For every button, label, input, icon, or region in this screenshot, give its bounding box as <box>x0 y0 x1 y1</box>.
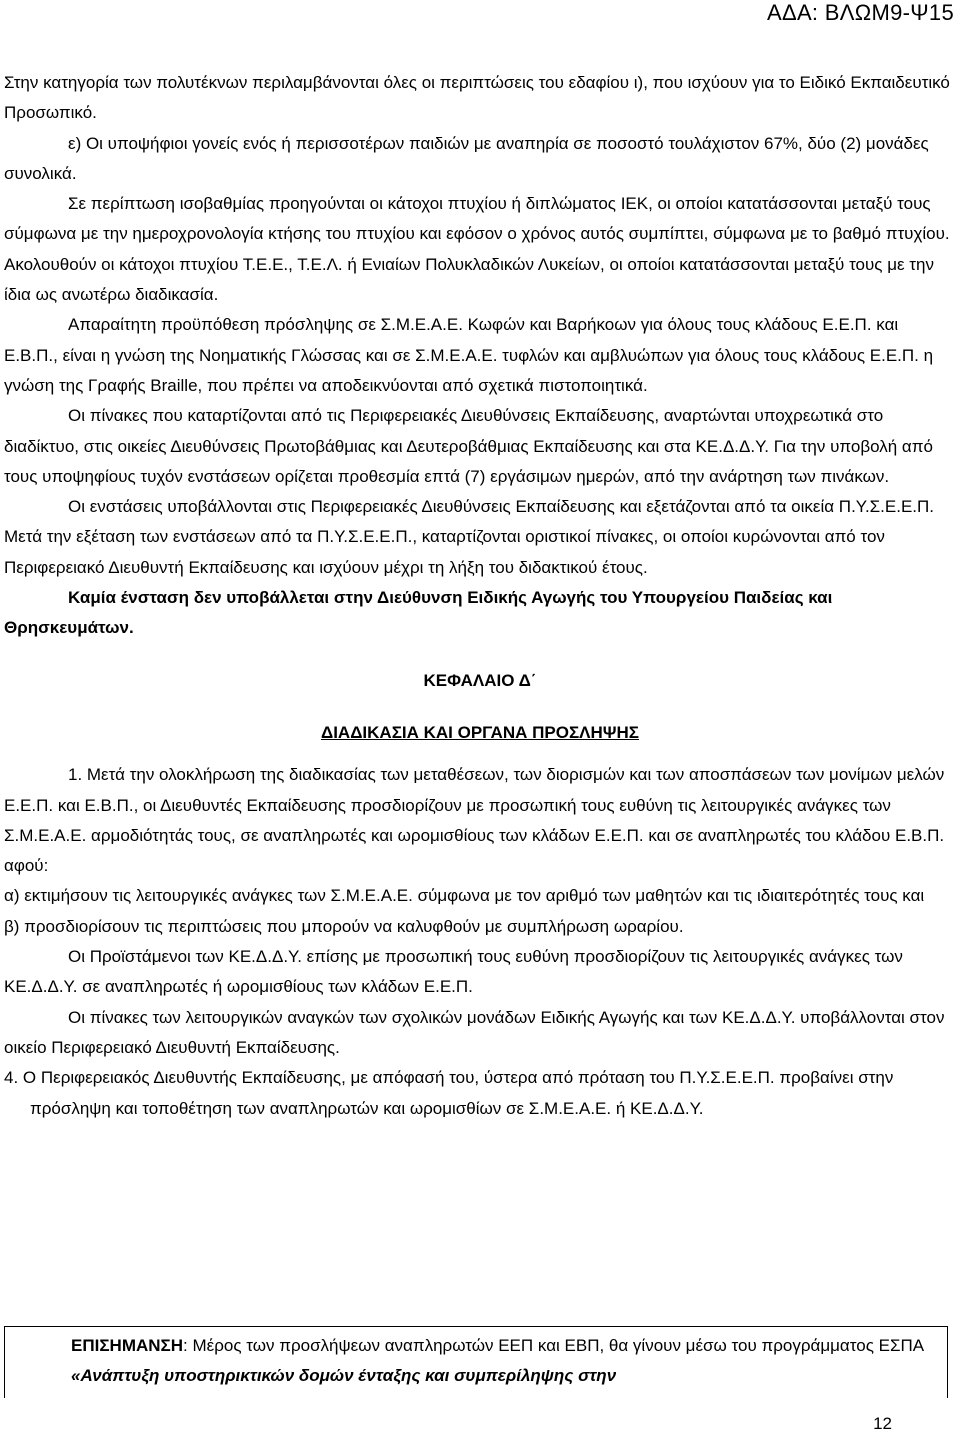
paragraph-tie-break: Σε περίπτωση ισοβαθμίας προηγούνται οι κάτοχοι πτυχίου ή διπλώματος ΙΕΚ, οι οποίοι κατατάσσονται μεταξύ τους σύμφωνα με την ημεροχρονολογία κτήσης του πτυχίου και εφόσον ο χρόνος αυτός συμπίπτει, σύμφωνα με το βαθμό πτυχίου. Ακολουθούν οι κάτοχοι πτυχίου Τ.Ε.Ε., Τ.Ε.Λ. ή Ενιαίων Πολυκλαδικών Λυκείων, οι οποίοι κατατάσσονται μεταξύ τους με την ίδια ως ανωτέρω διαδικασία. <box>4 194 950 305</box>
list-item-2: Οι Προϊστάμενοι των ΚΕ.Δ.Δ.Υ. επίσης με προσωπική τους ευθύνη προσδιορίζουν τις λειτουργικές ανάγκες των ΚΕ.Δ.Δ.Υ. σε αναπληρωτές ή ωρομισθίους των κλάδων Ε.Ε.Π. <box>4 947 903 997</box>
list-item-4: 4. Ο Περιφερειακός Διευθυντής Εκπαίδευσης, με απόφασή του, ύστερα από πρόταση του Π.Υ.Σ.Ε.Ε.Π. προβαίνει στην πρόσληψη και τοποθέτηση των αναπληρωτών και ωρομισθίων σε Σ.Μ.Ε.Α.Ε. ή ΚΕ.Δ.Δ.Υ. <box>4 1068 894 1118</box>
page-number: 12 <box>873 1414 892 1433</box>
paragraph-disabled-children: ε) Οι υποψήφιοι γονείς ενός ή περισσοτέρων παιδιών με αναπηρία σε ποσοστό τουλάχιστον 67%, δύο (2) μονάδες συνολικά. <box>4 133 929 183</box>
notice-label: ΕΠΙΣΗΜΑΝΣΗ <box>71 1336 184 1355</box>
notice-box <box>4 1326 948 1398</box>
paragraph-large-families: Στην κατηγορία των πολυτέκνων περιλαμβάνονται όλες οι περιπτώσεις του εδαφίου ι), που ισχύουν για το Ειδικό Εκπαιδευτικό Προσωπικό. <box>4 73 950 123</box>
list-item-1: 1. Μετά την ολοκλήρωση της διαδικασίας των μεταθέσεων, των διορισμών και των αποσπάσεων των μονίμων μελών Ε.Ε.Π. και Ε.Β.Π., οι Διευθυντές Εκπαίδευσης προσδιορίζουν με προσωπική τους ευθύνη τις λειτουργικές ανάγκες των Σ.Μ.Ε.Α.Ε. αρμοδιότητάς τους, σε αναπληρωτές και ωρομισθίους των κλάδων Ε.Ε.Π. και σε αναπληρωτές του κλάδου Ε.Β.Π. αφού: <box>4 765 945 876</box>
list-item-1a: α) εκτιμήσουν τις λειτουργικές ανάγκες των Σ.Μ.Ε.Α.Ε. σύμφωνα με τον αριθμό των μαθητών και τις ιδιαιτερότητές τους και <box>4 886 925 906</box>
document-code: ΑΔΑ: ΒΛΩΜ9-Ψ15 <box>766 0 954 25</box>
document-body <box>4 68 956 1124</box>
paragraph-prerequisite: Απαραίτητη προϋπόθεση πρόσληψης σε Σ.Μ.Ε.Α.Ε. Κωφών και Βαρήκοων για όλους τους κλάδους Ε.Ε.Π. και Ε.Β.Π., είναι η γνώση της Νοηματικής Γλώσσας και σε Σ.Μ.Ε.Α.Ε. τυφλών και αμβλυώπων για όλους τους κλάδους Ε.Ε.Π. η γνώση της Γραφής Braille, που πρέπει να αποδεικνύονται από σχετικά πιστοποιητικά. <box>4 315 934 395</box>
notice-emphasis: «Ανάπτυξη υποστηρικτικών δομών ένταξης και συμπερίληψης στην <box>71 1366 617 1386</box>
chapter-title: ΚΕΦΑΛΑΙΟ Δ΄ <box>423 670 537 690</box>
list-item-1b: β) προσδιορίσουν τις περιπτώσεις που μπορούν να καλυφθούν με συμπλήρωση ωραρίου. <box>4 916 684 936</box>
paragraph-objections: Οι ενστάσεις υποβάλλονται στις Περιφερειακές Διευθύνσεις Εκπαίδευσης και εξετάζονται από τα οικεία Π.Υ.Σ.Ε.Ε.Π. Μετά την εξέταση των ενστάσεων από τα Π.Υ.Σ.Ε.Ε.Π., καταρτίζονται οριστικοί πίνακες, οι οποίοι κυρώνονται από τον Περιφερειακό Διευθυντή Εκπαίδευσης και ισχύουν μέχρι τη λήξη του διδακτικού έτους. <box>4 497 935 577</box>
list-item-3: Οι πίνακες των λειτουργικών αναγκών των σχολικών μονάδων Ειδικής Αγωγής και των ΚΕ.Δ.Δ.Υ. υποβάλλονται στον οικείο Περιφερειακό Διευθυντή Εκπαίδευσης. <box>4 1007 945 1057</box>
paragraph-tables-posting: Οι πίνακες που καταρτίζονται από τις Περιφερειακές Διευθύνσεις Εκπαίδευσης, αναρτώνται υποχρεωτικά στο διαδίκτυο, στις οικείες Διευθύνσεις Πρωτοβάθμιας και Δευτεροβάθμιας Εκπαίδευσης και στα ΚΕ.Δ.Δ.Υ. Για την υποβολή από τους υποψηφίους τυχόν ενστάσεων ορίζεται προθεσμία επτά (7) εργάσιμων ημερών, από την ανάρτηση των πινάκων. <box>4 406 933 486</box>
chapter-subtitle: ΔΙΑΔΙΚΑΣΙΑ ΚΑΙ ΟΡΓΑΝΑ ΠΡΟΣΛΗΨΗΣ <box>320 722 639 742</box>
notice-text: : Μέρος των προσλήψεων αναπληρωτών ΕΕΠ και ΕΒΠ, θα γίνουν μέσω του προγράμματος ΕΣΠΑ <box>183 1336 924 1355</box>
paragraph-no-objection: Καμία ένσταση δεν υποβάλλεται στην Διεύθυνση Ειδικής Αγωγής του Υπουργείου Παιδείας και Θρησκευμάτων. <box>4 588 833 638</box>
